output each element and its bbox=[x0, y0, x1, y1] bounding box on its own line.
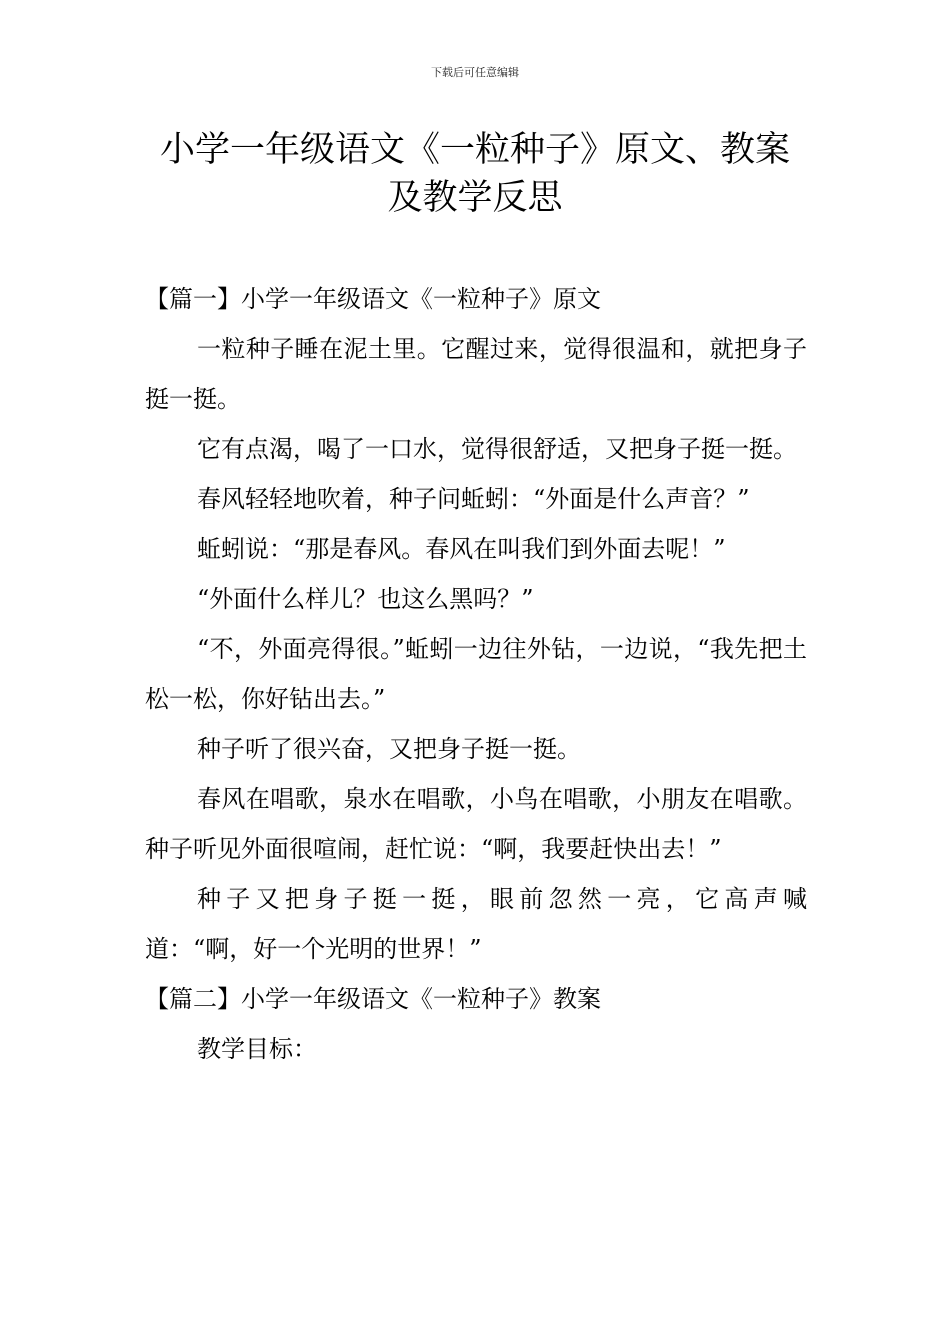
paragraph: 种子又把身子挺一挺，眼前忽然一亮，它高声喊道：“啊，好一个光明的世界！” bbox=[145, 885, 807, 963]
document-title bbox=[100, 126, 850, 222]
document-body bbox=[145, 274, 807, 1074]
paragraph: 春风轻轻地吹着，种子问蚯蚓：“外面是什么声音？” bbox=[197, 485, 750, 513]
paragraph: 种子听了很兴奋，又把身子挺一挺。 bbox=[197, 735, 581, 763]
title-line-2: 及教学反思 bbox=[387, 178, 563, 218]
paragraph: “外面什么样儿？也这么黑吗？” bbox=[197, 585, 534, 613]
paragraph: 蚯蚓说：“那是春风。春风在叫我们到外面去呢！” bbox=[197, 535, 726, 563]
paragraph: 一粒种子睡在泥土里。它醒过来，觉得很温和，就把身子挺一挺。 bbox=[145, 335, 807, 413]
section-heading-2: 【篇二】小学一年级语文《一粒种子》教案 bbox=[145, 985, 601, 1013]
page-header-note: 下载后可任意编辑 bbox=[431, 66, 519, 79]
section-heading-1: 【篇一】小学一年级语文《一粒种子》原文 bbox=[145, 285, 601, 313]
paragraph: 它有点渴，喝了一口水，觉得很舒适，又把身子挺一挺。 bbox=[197, 435, 797, 463]
paragraph: “不，外面亮得很。”蚯蚓一边往外钻，一边说，“我先把土松一松，你好钻出去。” bbox=[145, 635, 807, 713]
paragraph: 教学目标： bbox=[197, 1035, 317, 1063]
paragraph: 春风在唱歌，泉水在唱歌，小鸟在唱歌，小朋友在唱歌。种子听见外面很喧闹，赶忙说：“啊，我要赶快出去！” bbox=[145, 785, 807, 863]
title-line-1: 小学一年级语文《一粒种子》原文、教案 bbox=[159, 130, 790, 170]
